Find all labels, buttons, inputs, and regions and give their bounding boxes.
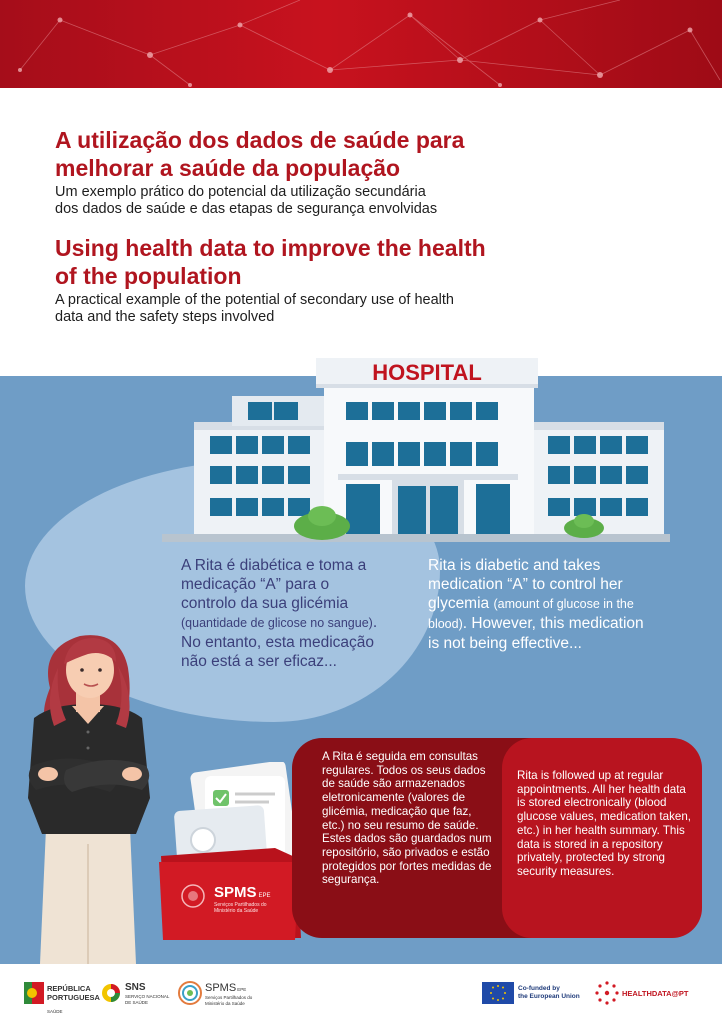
page-subtitle-pt: Um exemplo prático do potencial da utilização secundária dos dados de saúde e das etapas de segurança envolvidas [55,184,438,217]
sns-sub: SERVIÇO NACIONAL DE SAÚDE [125,994,170,1005]
checkmark-icon [213,790,229,806]
eu-flag-icon [482,982,514,1004]
titles-block [55,126,575,326]
page-subtitle-en: A practical example of the potential of secondary use of health data and the safety steps involved [55,292,454,325]
folder-tagline: Serviços Partilhados do Ministério da Saúde [214,902,267,914]
spms-title: SPMSEPE [205,982,247,994]
republica-sub: SAÚDE [47,1009,63,1014]
sns-logo-icon [101,983,121,1003]
header-banner [0,0,722,88]
spms-logo-icon [178,981,202,1005]
spms-folder-illustration [155,762,305,942]
network-pattern-graphic [0,0,722,88]
page-title-en: Using health data to improve the health of the population [55,235,486,289]
woman-illustration [10,628,170,964]
healthdata-logo-icon [594,980,620,1006]
hospital-sign: HOSPITAL [372,360,482,385]
eu-cofunded-text: Co-funded by the European Union [518,985,580,1000]
story1-text-pt: A Rita é diabética e toma a medicação “A” para o controlo da sua glicémia (quantidade de glicose no sangue). No entanto, esta medicação não está a ser eficaz... [181,557,378,670]
story2-text-en: Rita is followed up at regular appointments. All her health data is stored electronically (blood glucose values, medication taken, etc.) in her health summary. This data is stored in a repository privately, protected by strong security measures. [517,769,692,878]
republica-logo-text: REPÚBLICA PORTUGUESA [47,984,100,1002]
healthdata-title: HEALTHDATA@PT [622,989,689,998]
story1-text-en: Rita is diabetic and takes medication “A” to control her glycemia (amount of glucose in the blood). However, this medication is not being effective... [428,557,644,652]
spms-sub: Serviços Partilhados do Ministério da Saúde [205,995,253,1006]
page-title-pt: A utilização dos dados de saúde para melhorar a saúde da população [55,127,465,181]
sns-title: SNS [125,982,146,993]
republica-flag-icon [24,982,44,1004]
footer-logos [0,964,722,1024]
folder-brand: SPMS EPE [214,884,271,901]
story2-text-pt: A Rita é seguida em consultas regulares. Todos os seus dados de saúde são armazenados eletronicamente (valores de glicémia, medicação que faz, etc.) no seu resumo de saúde. Estes dados são guardados num repositório, são privados e estão protegidos por fortes medidas de segurança. [322,750,492,887]
